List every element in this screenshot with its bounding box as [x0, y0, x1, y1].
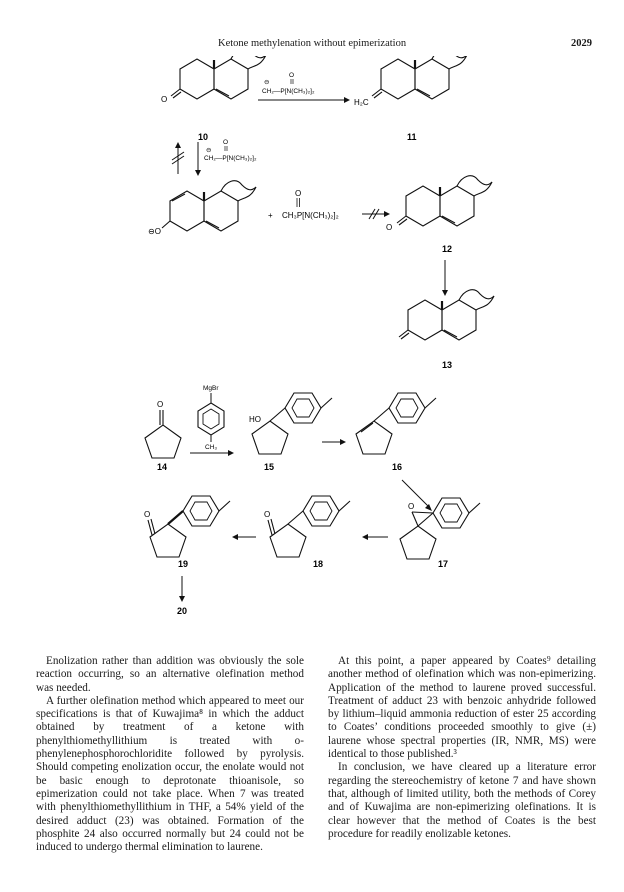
compound-label: 10	[198, 132, 209, 142]
compound-label: 17	[438, 559, 449, 569]
compound-16-structure	[356, 393, 436, 454]
compound-label: 19	[178, 559, 189, 569]
reagent-grignard: MgBr	[203, 385, 219, 392]
atom-oxygen: O	[264, 510, 271, 519]
compound-13-structure	[399, 290, 494, 340]
atom-oxygen: O	[157, 400, 164, 409]
compound-10-structure	[171, 56, 266, 99]
paragraph: Enolization rather than addition was obviously the sole reaction occurring, so an alternative olefination method was needed.	[36, 655, 304, 694]
compound-label: 13	[442, 360, 453, 370]
compound-label: 15	[264, 462, 275, 472]
tolyl-reagent-ring	[198, 403, 224, 435]
atom-oxygen: O	[161, 95, 168, 104]
body-text	[36, 655, 596, 854]
reagent-anion-charge: ⊖	[264, 79, 270, 86]
compound-15-structure	[252, 393, 332, 454]
reagent-methyl: CH₃	[205, 444, 218, 451]
reagent-oxygen: O	[295, 189, 302, 198]
compound-18-structure	[268, 496, 350, 557]
reagent-phosphonamide: CH₃P[N(CH₃)₂]₂	[282, 211, 339, 220]
reagent-phosphonamide-anion: CH₂—P[N(CH₃)₂]₂	[204, 155, 257, 162]
page-number: 2029	[571, 38, 592, 49]
right-column	[328, 655, 596, 854]
compound-label: 20	[177, 606, 188, 616]
paragraph: At this point, a paper appeared by Coates⁹ detailing another method of olefination which was non-epimerizing. Application of the method to laurene proved successful. Treatment of adduct 23 with benzoic anhydride followed by lithium–liquid ammonia reduction of ester 25 according to Coates’ conditions proceeded smoothly to give (±) laurene whose spectral properties (IR, NMR, MS) were identical to those published.³	[328, 655, 596, 761]
running-title: Ketone methylenation without epimerization	[218, 38, 407, 49]
compound-label: 11	[407, 132, 417, 142]
compound-11-structure	[372, 56, 467, 99]
atom-oxygen: O	[386, 223, 393, 232]
atom-oxygen: O	[144, 510, 151, 519]
enolate-structure	[162, 181, 256, 231]
compound-12-structure	[397, 176, 492, 226]
left-column	[36, 655, 304, 854]
paragraph: A further olefination method which appeared to meet our specifications is that of Kuwajima⁸ in which the adduct obtained by treatment of a ketone with phenylthiomethyllithium is treated with o-phenylenephosphorochloridite followed by pyrolysis. Should competing enolization occur, the enolate would not be basic enough to deprotonate thioanisole, so epimerization could not take place. When 7 was treated with phenylthiomethyllithium in THF, a 54% yield of the desired adduct (23) was obtained. Formation of the phosphite 24 also occurred normally but 24 could not be induced to undergo thermal elimination to laurene.	[36, 694, 304, 854]
plus-sign: +	[268, 211, 273, 220]
reaction-arrow	[402, 480, 428, 506]
paragraph: In conclusion, we have cleared up a literature error regarding the stereochemistry of ketone 7 and have shown that, although of limited utility, both the methods of Corey and of Kuwajima are non-epimerizing olefinations. It is clear however that the method of Coates is the best procedure for readily enolizable ketones.	[328, 761, 596, 840]
reagent-anion-charge: ⊖	[206, 147, 212, 154]
atom-enolate-oxygen: ⊖O	[148, 227, 161, 236]
page-header	[0, 38, 624, 52]
compound-14-structure	[145, 410, 181, 458]
reagent-anion-oxygen: O	[223, 139, 229, 146]
compound-label: 16	[392, 462, 403, 472]
compound-label: 18	[313, 559, 324, 569]
reagent-phosphonamide-anion: CH₂—P[N(CH₃)₂]₂	[262, 88, 315, 95]
atom-hydroxyl: HO	[249, 415, 261, 424]
compound-19-structure	[148, 496, 230, 557]
compound-label: 14	[157, 462, 168, 472]
reagent-anion-oxygen: O	[289, 72, 295, 79]
atom-methylene: H₂C	[354, 98, 369, 107]
atom-oxygen: O	[408, 502, 415, 511]
reaction-scheme	[0, 56, 624, 636]
compound-label: 12	[442, 244, 453, 254]
